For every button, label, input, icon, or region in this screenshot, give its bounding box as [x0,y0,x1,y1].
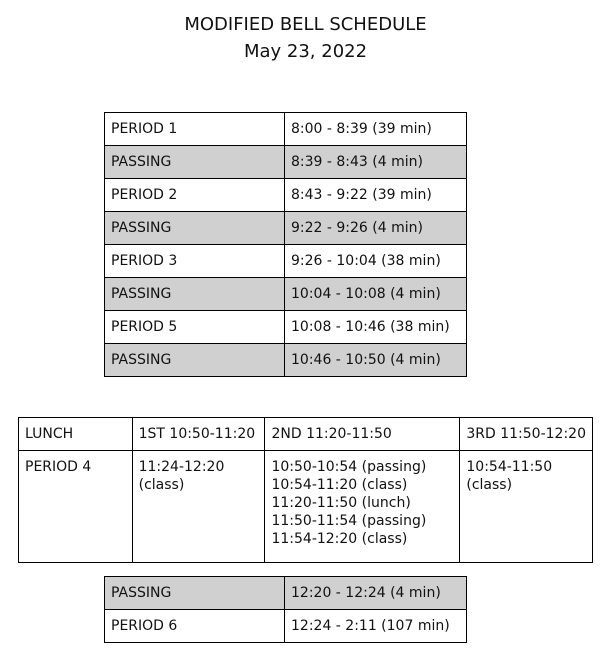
lunch-header-cell: LUNCH [19,418,133,451]
period-label: PERIOD 6 [105,610,285,643]
cell-line: 11:24-12:20 [138,459,225,475]
period-time: 8:43 - 9:22 (39 min) [285,179,467,212]
lunch-header-row [19,418,593,451]
period-4-label: PERIOD 4 [19,451,133,563]
period-label: PASSING [105,577,285,610]
passing-row [105,344,467,377]
third-lunch-cell [460,451,593,563]
page-title: MODIFIED BELL SCHEDULE [184,14,427,35]
lunch-header-cell: 3RD 11:50-12:20 [460,418,593,451]
period-time: 12:24 - 2:11 (107 min) [285,610,467,643]
period-row [105,113,467,146]
period-label: PERIOD 1 [105,113,285,146]
first-lunch-cell [132,451,265,563]
period-time: 12:20 - 12:24 (4 min) [285,577,467,610]
period-4-row [19,451,593,563]
period-row [105,610,467,643]
second-lunch-cell [265,451,460,563]
period-label: PERIOD 2 [105,179,285,212]
period-time: 10:04 - 10:08 (4 min) [285,278,467,311]
lunch-schedule-table [18,417,593,563]
passing-row [105,212,467,245]
period-label: PASSING [105,278,285,311]
period-label: PASSING [105,344,285,377]
period-time: 9:22 - 9:26 (4 min) [285,212,467,245]
schedule-date: May 23, 2022 [243,41,368,62]
period-row [105,245,467,278]
period-time: 10:08 - 10:46 (38 min) [285,311,467,344]
passing-row [105,577,467,610]
passing-row [105,146,467,179]
period-label: PASSING [105,146,285,179]
cell-line: (class) [138,477,185,493]
cell-line: 10:54-11:50 [466,459,553,475]
period-row [105,179,467,212]
afternoon-schedule-table [104,576,467,643]
period-label: PASSING [105,212,285,245]
period-label: PERIOD 3 [105,245,285,278]
lunch-header-cell: 1ST 10:50-11:20 [132,418,265,451]
period-time: 8:39 - 8:43 (4 min) [285,146,467,179]
cell-line: 11:20-11:50 (lunch) [271,495,411,511]
cell-line: 11:54-12:20 (class) [271,531,408,547]
cell-line: 10:54-11:20 (class) [271,477,408,493]
cell-line: (class) [466,477,513,493]
period-time: 9:26 - 10:04 (38 min) [285,245,467,278]
period-row [105,311,467,344]
period-time: 10:46 - 10:50 (4 min) [285,344,467,377]
lunch-header-cell: 2ND 11:20-11:50 [265,418,460,451]
period-time: 8:00 - 8:39 (39 min) [285,113,467,146]
morning-schedule-table [104,112,467,377]
cell-line: 10:50-10:54 (passing) [271,459,427,475]
period-label: PERIOD 5 [105,311,285,344]
cell-line: 11:50-11:54 (passing) [271,513,427,529]
passing-row [105,278,467,311]
